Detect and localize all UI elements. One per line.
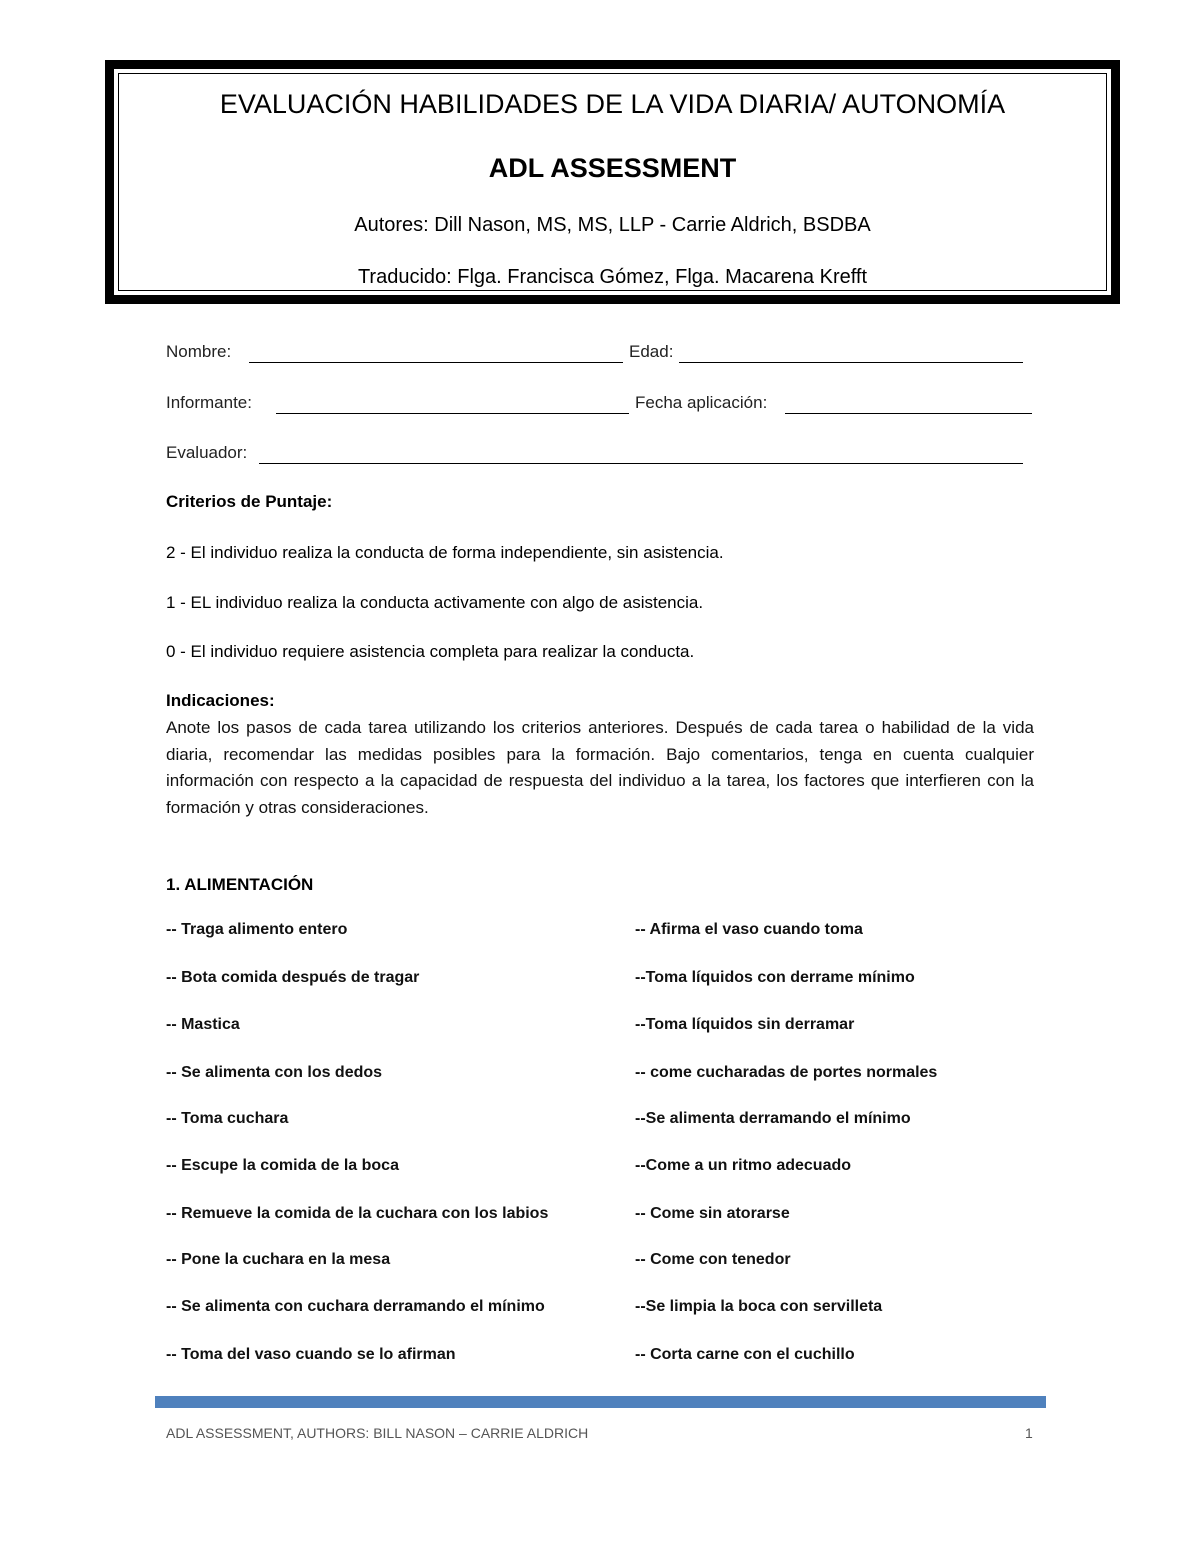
instructions-heading: Indicaciones: xyxy=(166,691,275,710)
list-item: --Toma líquidos con derrame mínimo xyxy=(635,969,915,986)
authors-line: Autores: Dill Nason, MS, MS, LLP - Carrie Aldrich, BSDBA xyxy=(354,214,871,236)
list-item: --Se limpia la boca con servilleta xyxy=(635,1298,883,1315)
edad-field[interactable] xyxy=(679,362,1023,363)
list-item: -- Remueve la comida de la cuchara con los labios xyxy=(166,1205,549,1222)
instructions-paragraph: Anote los pasos de cada tarea utilizando los criterios anteriores. Después de cada tarea o habilidad de la vida diaria, recomendar las medidas posibles para la formación. Bajo comentarios, tenga en cuenta cualquier información con respecto a la capacidad de respuesta del individuo a la tarea, los factores que interfieren con la formación y otras consideraciones. xyxy=(166,718,1034,817)
list-item: --Toma líquidos sin derramar xyxy=(635,1016,855,1033)
document-title: EVALUACIÓN HABILIDADES DE LA VIDA DIARIA/ AUTONOMÍA xyxy=(219,89,1006,119)
nombre-label: Nombre: xyxy=(166,342,232,361)
list-item: -- Corta carne con el cuchillo xyxy=(635,1346,855,1363)
list-item: -- Afirma el vaso cuando toma xyxy=(635,921,863,938)
edad-label: Edad: xyxy=(629,342,674,361)
list-item: -- Toma del vaso cuando se lo afirman xyxy=(166,1346,456,1363)
informante-label: Informante: xyxy=(166,393,252,412)
list-item: -- Traga alimento entero xyxy=(166,921,348,938)
criteria-item-1: 1 - EL individuo realiza la conducta activamente con algo de asistencia. xyxy=(166,593,704,612)
fecha-field[interactable] xyxy=(785,413,1032,414)
list-item: -- Bota comida después de tragar xyxy=(166,969,420,986)
criteria-heading: Criterios de Puntaje: xyxy=(166,492,333,511)
list-item: -- Escupe la comida de la boca xyxy=(166,1157,399,1174)
list-item: -- Pone la cuchara en la mesa xyxy=(166,1251,391,1268)
informante-field[interactable] xyxy=(276,413,629,414)
list-item: -- Se alimenta con cuchara derramando el mínimo xyxy=(166,1298,545,1315)
translators-line: Traducido: Flga. Francisca Gómez, Flga. Macarena Krefft xyxy=(357,266,868,288)
list-item: -- Se alimenta con los dedos xyxy=(166,1064,383,1081)
fecha-label: Fecha aplicación: xyxy=(635,393,768,412)
document-subtitle: ADL ASSESSMENT xyxy=(488,153,737,183)
list-item: -- Come sin atorarse xyxy=(635,1205,790,1222)
evaluador-label: Evaluador: xyxy=(166,443,248,462)
evaluador-field[interactable] xyxy=(259,463,1023,464)
list-item: --Se alimenta derramando el mínimo xyxy=(635,1110,911,1127)
section-heading: 1. ALIMENTACIÓN xyxy=(166,875,314,894)
footer-text: ADL ASSESSMENT, AUTHORS: BILL NASON – CARRIE ALDRICH xyxy=(166,1425,589,1441)
criteria-item-0: 0 - El individuo requiere asistencia completa para realizar la conducta. xyxy=(166,642,695,661)
list-item: -- come cucharadas de portes normales xyxy=(635,1064,938,1081)
list-item: -- Toma cuchara xyxy=(166,1110,289,1127)
page-number: 1 xyxy=(1025,1425,1033,1441)
footer-bar xyxy=(155,1396,1046,1408)
list-item: -- Come con tenedor xyxy=(635,1251,791,1268)
criteria-item-2: 2 - El individuo realiza la conducta de forma independiente, sin asistencia. xyxy=(166,543,724,562)
list-item: --Come a un ritmo adecuado xyxy=(635,1157,852,1174)
nombre-field[interactable] xyxy=(249,362,623,363)
title-box xyxy=(105,60,1120,304)
list-item: -- Mastica xyxy=(166,1016,240,1033)
